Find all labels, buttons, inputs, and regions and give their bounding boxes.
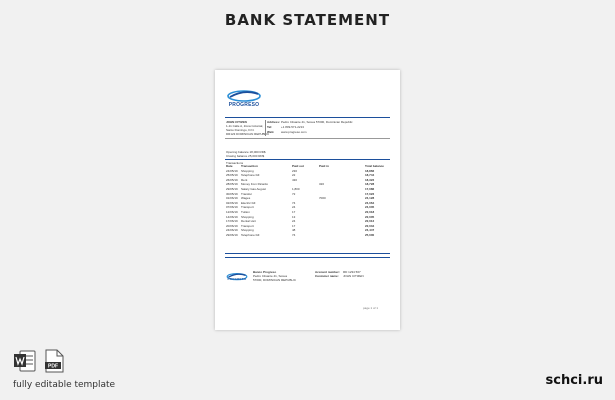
bank-logo bbox=[226, 88, 262, 110]
cell-date: 24/05/19 bbox=[226, 168, 238, 173]
header-total-balance: Total balance bbox=[365, 164, 384, 168]
bottom-rule-1 bbox=[225, 253, 390, 254]
cell-total-balance: 24,447 bbox=[365, 228, 375, 233]
cell-date: 25/05/19 bbox=[226, 173, 238, 178]
word-icon bbox=[13, 349, 37, 373]
cell-transaction: Wages bbox=[241, 196, 251, 201]
footer-address-1: Pedro Clisante 41, Sosua bbox=[253, 274, 288, 278]
footer-bank-name: Banco Progreso bbox=[253, 270, 277, 274]
cell-transaction: Transport bbox=[241, 205, 254, 210]
holder-address-line1: 1-11 Calle A, Zona Colonial, bbox=[226, 124, 264, 128]
cell-transaction: Rent bbox=[241, 177, 248, 182]
mid-rule bbox=[225, 138, 390, 139]
cell-date: 12/06/19 bbox=[226, 209, 238, 214]
cell-date: 30/05/19 bbox=[226, 191, 238, 196]
tel-value: +1 809-571-2213 bbox=[281, 125, 304, 129]
header-transaction: Transaction bbox=[241, 164, 258, 168]
address-label: Address: bbox=[267, 120, 281, 124]
balance-rule bbox=[225, 159, 390, 160]
cell-total-balance: 22,012 bbox=[365, 219, 375, 224]
account-number-label: Account number: bbox=[315, 270, 340, 274]
cell-total-balance: 25,000 bbox=[365, 232, 375, 237]
top-rule bbox=[225, 117, 390, 118]
cell-date: 01/06/19 bbox=[226, 196, 238, 201]
transactions-label: Transactions bbox=[226, 161, 244, 165]
cell-date: 24/06/19 bbox=[226, 228, 238, 233]
cell-total-balance: 17,086 bbox=[365, 186, 375, 191]
cell-total-balance: 24,035 bbox=[365, 205, 375, 210]
cell-paid-out: 13 bbox=[292, 214, 296, 219]
header-paid-in: Paid in bbox=[319, 164, 329, 168]
table-row bbox=[226, 233, 386, 238]
footer-logo bbox=[226, 268, 248, 284]
holder-address-line3: DR123 DOMINICAN REPUBLIC bbox=[226, 132, 270, 136]
info-divider bbox=[265, 120, 266, 136]
cell-total-balance: 18,322 bbox=[365, 177, 375, 182]
header-date: Date bbox=[226, 164, 233, 168]
cell-transaction: Dental visit bbox=[241, 219, 256, 224]
cell-date: 26/05/19 bbox=[226, 177, 238, 182]
cell-date: 17/06/19 bbox=[226, 219, 238, 224]
cell-paid-out: 48 bbox=[292, 228, 296, 233]
cell-paid-out: 1,800 bbox=[292, 186, 300, 191]
cell-total-balance: 22,034 bbox=[365, 223, 375, 228]
cell-paid-out: 24 bbox=[292, 219, 296, 224]
cell-paid-out: 230 bbox=[292, 168, 298, 173]
cell-paid-out: 17 bbox=[292, 223, 296, 228]
cell-transaction: Shopping bbox=[241, 168, 254, 173]
cell-transaction: Salary Gas August bbox=[241, 186, 266, 191]
logo-text: PROGRESO bbox=[228, 102, 260, 108]
site-watermark: schci.ru bbox=[545, 373, 603, 388]
cell-date: 02/06/19 bbox=[226, 200, 238, 205]
statement-page bbox=[215, 70, 400, 330]
cell-date: 07/06/19 bbox=[226, 205, 238, 210]
cell-transaction: Electric bill bbox=[241, 200, 256, 205]
cell-date: 29/05/19 bbox=[226, 186, 238, 191]
page-title: BANK STATEMENT bbox=[224, 11, 391, 29]
cell-transaction: Transfer bbox=[241, 191, 253, 196]
footer-logo-text: PROGRESO bbox=[227, 277, 247, 281]
cell-total-balance: 18,744 bbox=[365, 173, 375, 178]
cell-total-balance: 18,728 bbox=[365, 182, 375, 187]
cell-transaction: Shopping bbox=[241, 228, 254, 233]
account-number-value: RD 1234 567 bbox=[343, 270, 361, 274]
address-value: Pedro Clisante 41, Sosua 57000, Dominican Republic bbox=[281, 120, 353, 124]
pdf-icon bbox=[43, 349, 65, 373]
cell-paid-out: 72 bbox=[292, 191, 296, 196]
cell-total-balance: 22,005 bbox=[365, 214, 375, 219]
cell-transaction: Shopping bbox=[241, 214, 254, 219]
cell-transaction: Telephone bill bbox=[241, 173, 260, 178]
cell-date: 28/05/19 bbox=[226, 182, 238, 187]
cell-date: 29/06/19 bbox=[226, 232, 238, 237]
cell-transaction: Telephone bill bbox=[241, 232, 260, 237]
cell-transaction: Transport bbox=[241, 223, 254, 228]
pdf-label: PDF bbox=[48, 363, 58, 370]
transactions-table bbox=[226, 164, 386, 238]
cell-paid-out: 24 bbox=[292, 205, 296, 210]
cell-paid-out: 74 bbox=[292, 200, 296, 205]
cell-transaction: Money from Ricardo bbox=[241, 182, 269, 187]
cell-date: 14/06/19 bbox=[226, 214, 238, 219]
cell-total-balance: 24,064 bbox=[365, 200, 375, 205]
holder-address-line2: Santo Domingo, D.N. bbox=[226, 128, 255, 132]
tel-label: Tel: bbox=[267, 125, 273, 129]
holder-name: JOHN CITIZEN bbox=[226, 120, 247, 124]
header-paid-out: Paid out bbox=[292, 164, 304, 168]
cell-paid-out: 17 bbox=[292, 209, 296, 214]
cell-total-balance: 22,018 bbox=[365, 209, 375, 214]
customer-name-label: Customer name: bbox=[315, 274, 339, 278]
web-label: Web: bbox=[267, 130, 275, 134]
page-number: page 1 of 1 bbox=[363, 306, 379, 310]
cell-total-balance: 17,022 bbox=[365, 191, 375, 196]
web-value: www.progreso.com bbox=[281, 130, 307, 134]
cell-paid-in: 320 bbox=[319, 182, 325, 187]
cell-paid-out: 22 bbox=[292, 173, 296, 178]
cell-paid-in: 7000 bbox=[319, 196, 326, 201]
cell-paid-out: 74 bbox=[292, 232, 296, 237]
bottom-rule-2 bbox=[225, 257, 390, 258]
opening-balance: Opening balance 18,000 RD$ bbox=[226, 150, 266, 154]
caption: fully editable template bbox=[13, 380, 116, 390]
customer-name-value: JOHN CITIZEN bbox=[343, 274, 364, 278]
cell-transaction: Tuition bbox=[241, 209, 250, 214]
swoosh-icon bbox=[226, 88, 262, 102]
closing-balance: Closing balance 25,000 RD$ bbox=[226, 154, 265, 158]
cell-paid-out: 430 bbox=[292, 177, 298, 182]
cell-total-balance: 24,128 bbox=[365, 196, 375, 201]
cell-date: 20/06/19 bbox=[226, 223, 238, 228]
cell-total-balance: 18,866 bbox=[365, 168, 375, 173]
footer-address-2: 57000, DOMINICAN REPUBLIC bbox=[253, 278, 297, 282]
